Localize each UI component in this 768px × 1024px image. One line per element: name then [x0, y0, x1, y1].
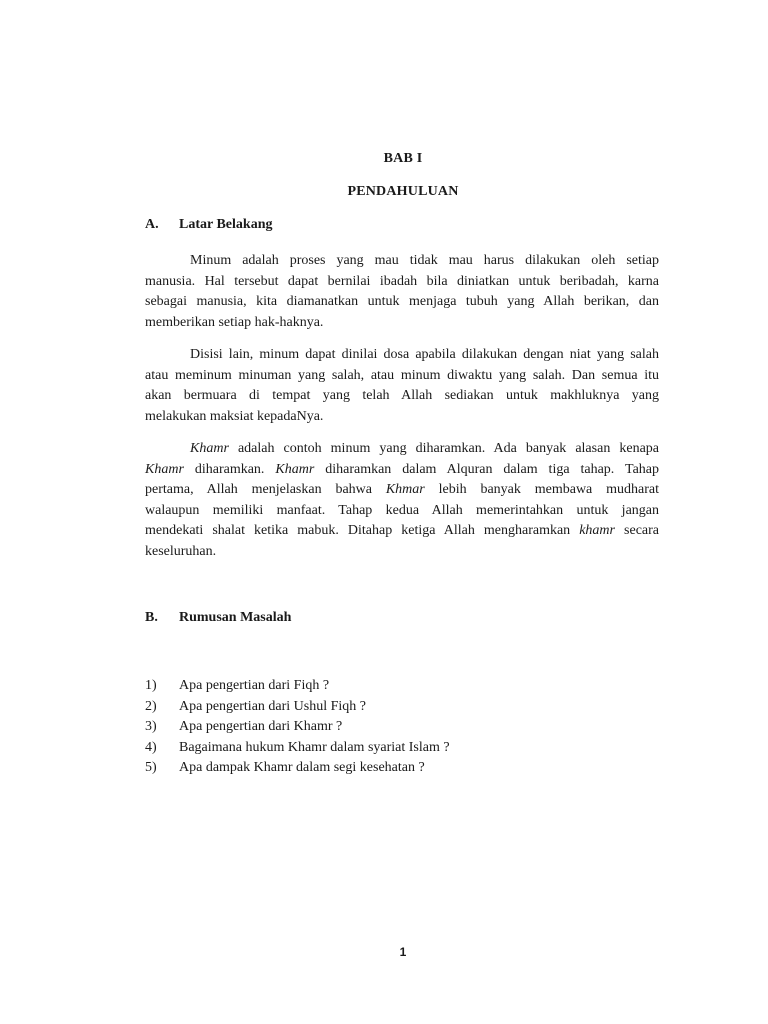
paragraph-line	[145, 480, 659, 501]
list-item	[145, 717, 450, 738]
section-b-title: Rumusan Masalah	[179, 610, 292, 625]
section-a-heading	[145, 217, 272, 233]
list-item	[145, 738, 450, 759]
list-item	[145, 758, 450, 779]
paragraph-line	[145, 439, 659, 460]
paragraph-line: akan bermuara di tempat yang telah Allah sediakan untuk makhluknya yang	[145, 388, 659, 403]
paragraph-line: sebagai manusia, kita diamanatkan untuk menjaga tubuh yang Allah berikan, dan	[145, 294, 659, 309]
section-b-heading	[145, 610, 291, 626]
paragraph-line: walaupun memiliki manfaat. Tahap kedua Allah memerintahkan untuk jangan	[145, 502, 659, 518]
italic-term: Khamr	[190, 441, 229, 456]
section-a-title: Latar Belakang	[179, 217, 273, 232]
paragraph-3	[145, 439, 659, 562]
paragraph-line	[145, 521, 659, 542]
italic-term: Khamr	[275, 461, 315, 477]
list-item-text: Apa pengertian dari Khamr ?	[179, 719, 343, 734]
list-item-text: Apa dampak Khamr dalam segi kesehatan ?	[179, 760, 425, 775]
paragraph-text: adalah contoh minum yang diharamkan. Ada banyak alasan kenapa	[228, 441, 659, 456]
list-item	[145, 676, 450, 697]
paragraph-line: memberikan setiap hak-haknya.	[145, 314, 324, 330]
paragraph-line: atau meminum minuman yang salah, atau minum diwaktu yang salah. Dan semua itu	[145, 367, 659, 383]
paragraph-text: diharamkan.	[183, 461, 276, 477]
paragraph-text: diharamkan dalam Alquran dalam tiga tahap. Tahap	[314, 461, 659, 477]
paragraph-text: pertama, Allah menjelaskan bahwa	[145, 482, 386, 497]
italic-term: khamr	[579, 523, 615, 538]
italic-term: Khamr	[145, 461, 184, 477]
question-list	[145, 676, 450, 779]
section-b-number: B.	[145, 610, 158, 625]
chapter-title: PENDAHULUAN	[347, 184, 459, 199]
paragraph-line: keseluruhan.	[145, 543, 217, 559]
italic-term: Khmar	[385, 482, 425, 497]
paragraph-line: manusia. Hal tersebut dapat bernilai ibadah bila diniatkan untuk beribadah, karna	[145, 273, 659, 289]
list-item-number: 5)	[145, 760, 157, 775]
list-item-number: 3)	[145, 719, 157, 734]
paragraph-1	[145, 251, 659, 333]
list-item-number: 4)	[145, 739, 157, 755]
list-item-number: 2)	[145, 698, 157, 714]
list-item	[145, 697, 450, 718]
page-number: 1	[399, 945, 407, 959]
list-item-text: Apa pengertian dari Ushul Fiqh ?	[179, 698, 367, 714]
list-item-text: Apa pengertian dari Fiqh ?	[179, 678, 330, 693]
paragraph-line: Minum adalah proses yang mau tidak mau harus dilakukan oleh setiap	[190, 253, 659, 268]
paragraph-text: secara	[615, 523, 660, 538]
list-item-text: Bagaimana hukum Khamr dalam syariat Islam ?	[179, 739, 450, 755]
section-a-number: A.	[145, 217, 159, 232]
paragraph-line: melakukan maksiat kepadaNya.	[145, 408, 324, 424]
paragraph-2	[145, 345, 659, 427]
paragraph-line	[145, 460, 659, 481]
paragraph-line: Disisi lain, minum dapat dinilai dosa apabila dilakukan dengan niat yang salah	[190, 347, 659, 362]
paragraph-text: mendekati shalat ketika mabuk. Ditahap ketiga Allah mengharamkan	[145, 523, 580, 538]
list-item-number: 1)	[145, 678, 157, 693]
chapter-label: BAB I	[383, 151, 423, 166]
paragraph-text: lebih banyak membawa mudharat	[424, 482, 659, 497]
